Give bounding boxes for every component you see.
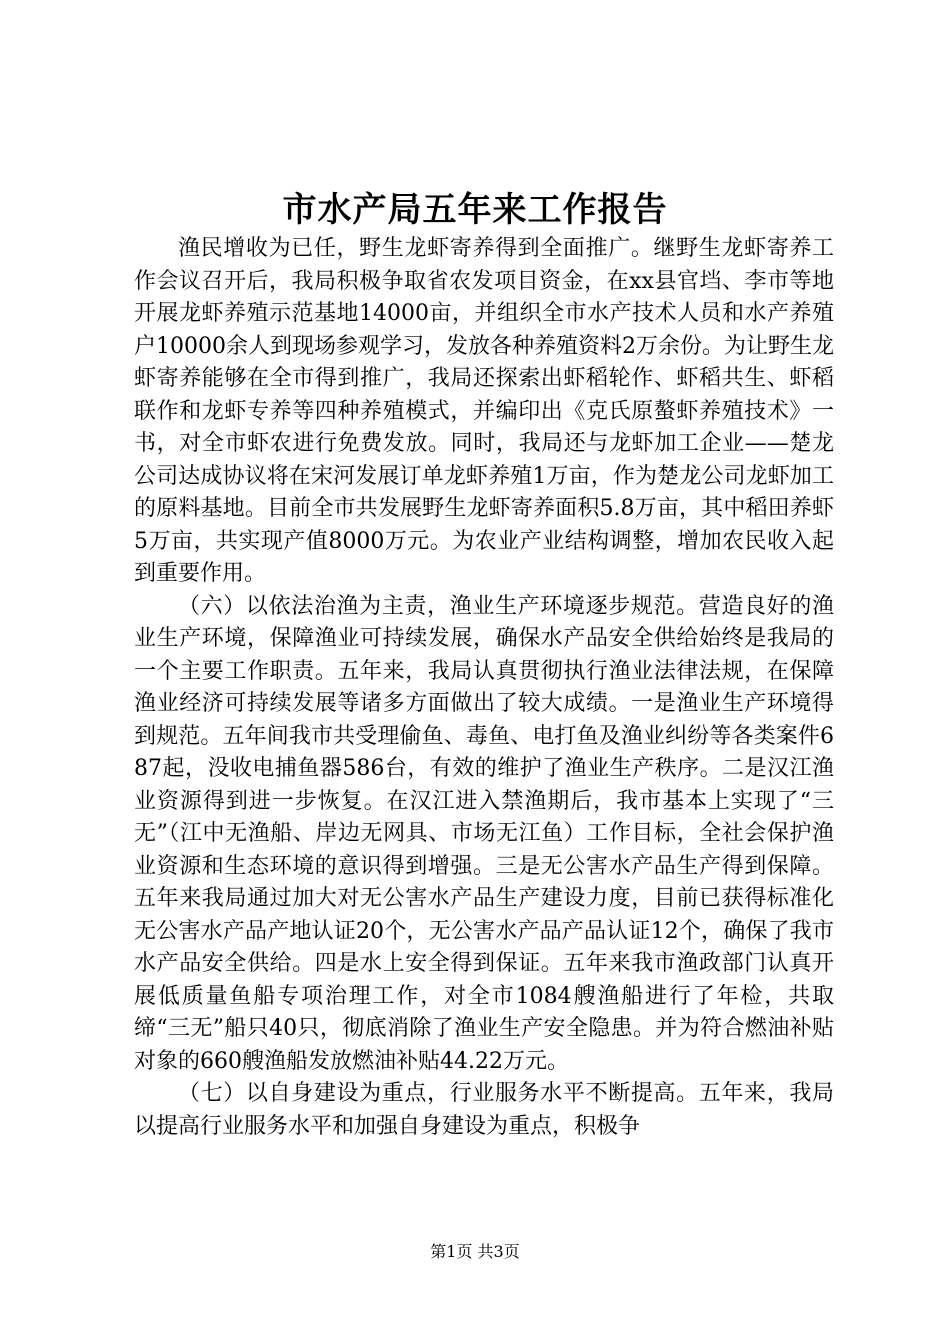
document-body (134, 233, 834, 1143)
body-paragraph: （六）以依法治渔为主责，渔业生产环境逐步规范。营造良好的渔业生产环境，保障渔业可持续发展，确保水产品安全供给始终是我局的一个主要工作职责。五年来，我局认真贯彻执行渔业法律法规，在保障渔业经济可持续发展等诸多方面做出了较大成绩。一是渔业生产环境得到规范。五年间我市共受理偷鱼、毒鱼、电打鱼及渔业纠纷等各类案件687起，没收电捕鱼器586台，有效的维护了渔业生产秩序。二是汉江渔业资源得到进一步恢复。在汉江进入禁渔期后，我市基本上实现了“三无”（江中无渔船、岸边无网具、市场无江鱼）工作目标，全社会保护渔业资源和生态环境的意识得到增强。三是无公害水产品生产得到保障。五年来我局通过加大对无公害水产品生产建设力度，目前已获得标准化无公害水产品产地认证20个，无公害水产品产品认证12个，确保了我市水产品安全供给。四是水上安全得到保证。五年来我市渔政部门认真开展低质量鱼船专项治理工作，对全市1084艘渔船进行了年检，共取缔“三无”船只40只，彻底消除了渔业生产安全隐患。并为符合燃油补贴对象的660艘渔船发放燃油补贴44.22万元。 (134, 593, 834, 1074)
body-paragraph: （七）以自身建设为重点，行业服务水平不断提高。五年来，我局以提高行业服务水平和加强自身建设为重点，积极争 (134, 1081, 834, 1139)
page-number-footer: 第1页 共3页 (430, 1242, 520, 1261)
body-paragraph: 渔民增收为已任，野生龙虾寄养得到全面推广。继野生龙虾寄养工作会议召开后，我局积极争取省农发项目资金，在xx县官垱、李市等地开展龙虾养殖示范基地14000亩，并组织全市水产技术人员和水产养殖户10000余人到现场参观学习，发放各种养殖资料2万余份。为让野生龙虾寄养能够在全市得到推广，我局还探索出虾稻轮作、虾稻共生、虾稻联作和龙虾专养等四种养殖模式，并编印出《克氏原螯虾养殖技术》一书，对全市虾农进行免费发放。同时，我局还与龙虾加工企业——楚龙公司达成协议将在宋河发展订单龙虾养殖1万亩，作为楚龙公司龙虾加工的原料基地。目前全市共发展野生龙虾寄养面积5.8万亩，其中稻田养虾5万亩，共实现产值8000万元。为农业产业结构调整，增加农民收入起到重要作用。 (134, 236, 834, 586)
document-title: 市水产局五年来工作报告 (282, 190, 668, 230)
